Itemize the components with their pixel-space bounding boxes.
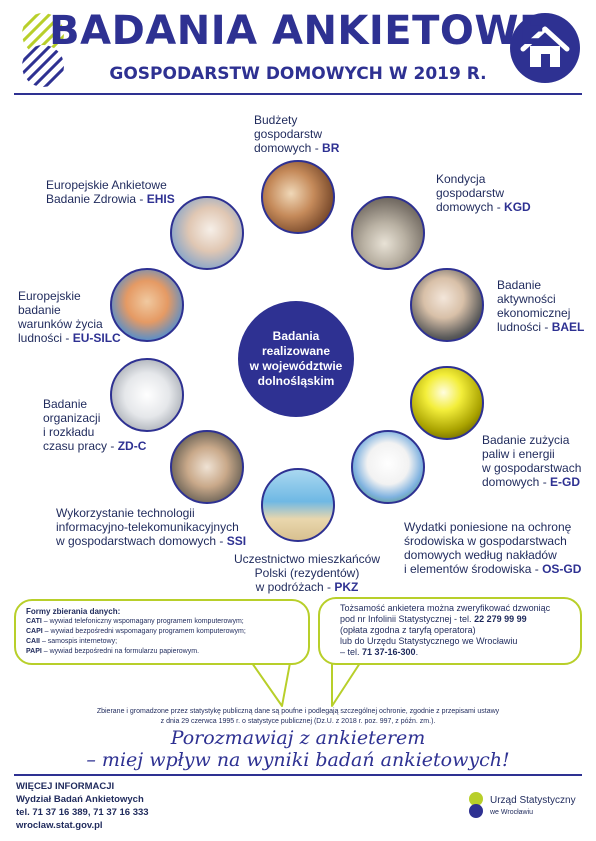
survey-os-gd: Wydatki poniesione na ochronę środowiska w gospodarstwach domowych według nakładów i elementów środowiska - OS-GD [404, 520, 582, 576]
footer-contact [16, 780, 149, 832]
center-line-4: dolnośląskim [257, 374, 335, 388]
office-logo [466, 789, 586, 823]
infoline-phone[interactable]: 22 279 99 99 [474, 614, 527, 624]
confidentiality-note: Zbierane i gromadzone przez statystykę publiczną dane są poufne i podlegają szczególnej ochronie, zgodnie z przepisami ustawy z dnia 29 czerwca 1995 r. o statystyce publicznej (Dz.U. z 2018 r. poz. 997, z późn. zm.). [96, 708, 500, 725]
slogan [0, 727, 596, 771]
page-subtitle: GOSPODARSTW DOMOWYCH W 2019 R. [109, 64, 487, 84]
office-logo-name: Urząd Statystyczny [490, 795, 576, 806]
footer-department: Wydział Badań Ankietowych [16, 794, 144, 805]
code-e-gd: E-GD [550, 475, 581, 489]
footer-website-link[interactable]: wroclaw.stat.gov.pl [16, 820, 103, 831]
center-line-3: w województwie [249, 359, 343, 373]
code-br: BR [322, 141, 340, 155]
survey-ehis: Europejskie Ankietowe Badanie Zdrowia - EHIS [46, 178, 175, 206]
code-bael: BAEL [551, 320, 585, 334]
survey-zd-c: Badanie organizacji i rozkładu czasu pracy - ZD-C [43, 397, 147, 453]
survey-bael: Badanie aktywności ekonomicznej ludności - BAEL [497, 278, 585, 334]
verify-bubble: Tożsamość ankietera można zweryfikować dzwoniąc pod nr Infolinii Statystycznej - tel. 22 279 99 99 (opłata zgodna z taryfą operatora) lub do Urzędu Statystycznego we Wrocławiu – tel. 71 37-16-300. [318, 597, 582, 665]
methods-bubble [14, 599, 310, 665]
survey-pkz: Uczestnictwo mieszkańców Polski (rezydentów) w podróżach - PKZ [233, 552, 381, 594]
office-phone[interactable]: 71 37-16-300 [362, 647, 416, 657]
code-ehis: EHIS [146, 192, 175, 206]
slogan-line-1: Porozmawiaj z ankieterem [170, 727, 426, 749]
code-os-gd: OS-GD [542, 562, 582, 576]
method-capi: CAPI – wywiad bezpośredni wspomagany programem komputerowym; [26, 628, 246, 635]
survey-e-gd: Badanie zużycia paliw i energii w gospodarstwach domowych - E-GD [482, 433, 582, 489]
footer-divider [14, 774, 582, 776]
slogan-line-2: – miej wpływ na wyniki badań ankietowych! [86, 749, 510, 771]
method-cati: CATI – wywiad telefoniczny wspomagany programem komputerowym; [26, 618, 244, 625]
code-pkz: PKZ [334, 580, 359, 594]
footer-more-info: WIĘCEJ INFORMACJI [16, 781, 115, 792]
office-logo-icon [466, 791, 486, 819]
code-eu-silc: EU-SILC [72, 331, 121, 345]
survey-br: Budżety gospodarstw domowych - BR [254, 113, 340, 155]
survey-eu-silc: Europejskie badanie warunków życia ludności - EU-SILC [18, 289, 121, 345]
code-zd-c: ZD-C [117, 439, 147, 453]
page-title: BADANIA ANKIETOWE [49, 8, 547, 54]
office-logo-city: we Wrocławiu [490, 809, 534, 816]
survey-ssi: Wykorzystanie technologii informacyjno-telekomunikacyjnych w gospodarstwach domowych - SSI [56, 506, 247, 548]
method-caii: CAII – samospis internetowy; [26, 638, 118, 645]
code-kgd: KGD [504, 200, 531, 214]
center-line-1: Badania [272, 329, 320, 343]
footer-phone[interactable]: tel. 71 37 16 389, 71 37 16 333 [16, 807, 149, 818]
center-line-2: realizowane [261, 344, 331, 358]
method-papi: PAPI – wywiad bezpośredni na formularzu papierowym. [26, 648, 200, 655]
methods-heading: Formy zbierania danych: [26, 607, 121, 616]
code-ssi: SSI [226, 534, 247, 548]
survey-kgd: Kondycja gospodarstw domowych - KGD [436, 172, 531, 214]
